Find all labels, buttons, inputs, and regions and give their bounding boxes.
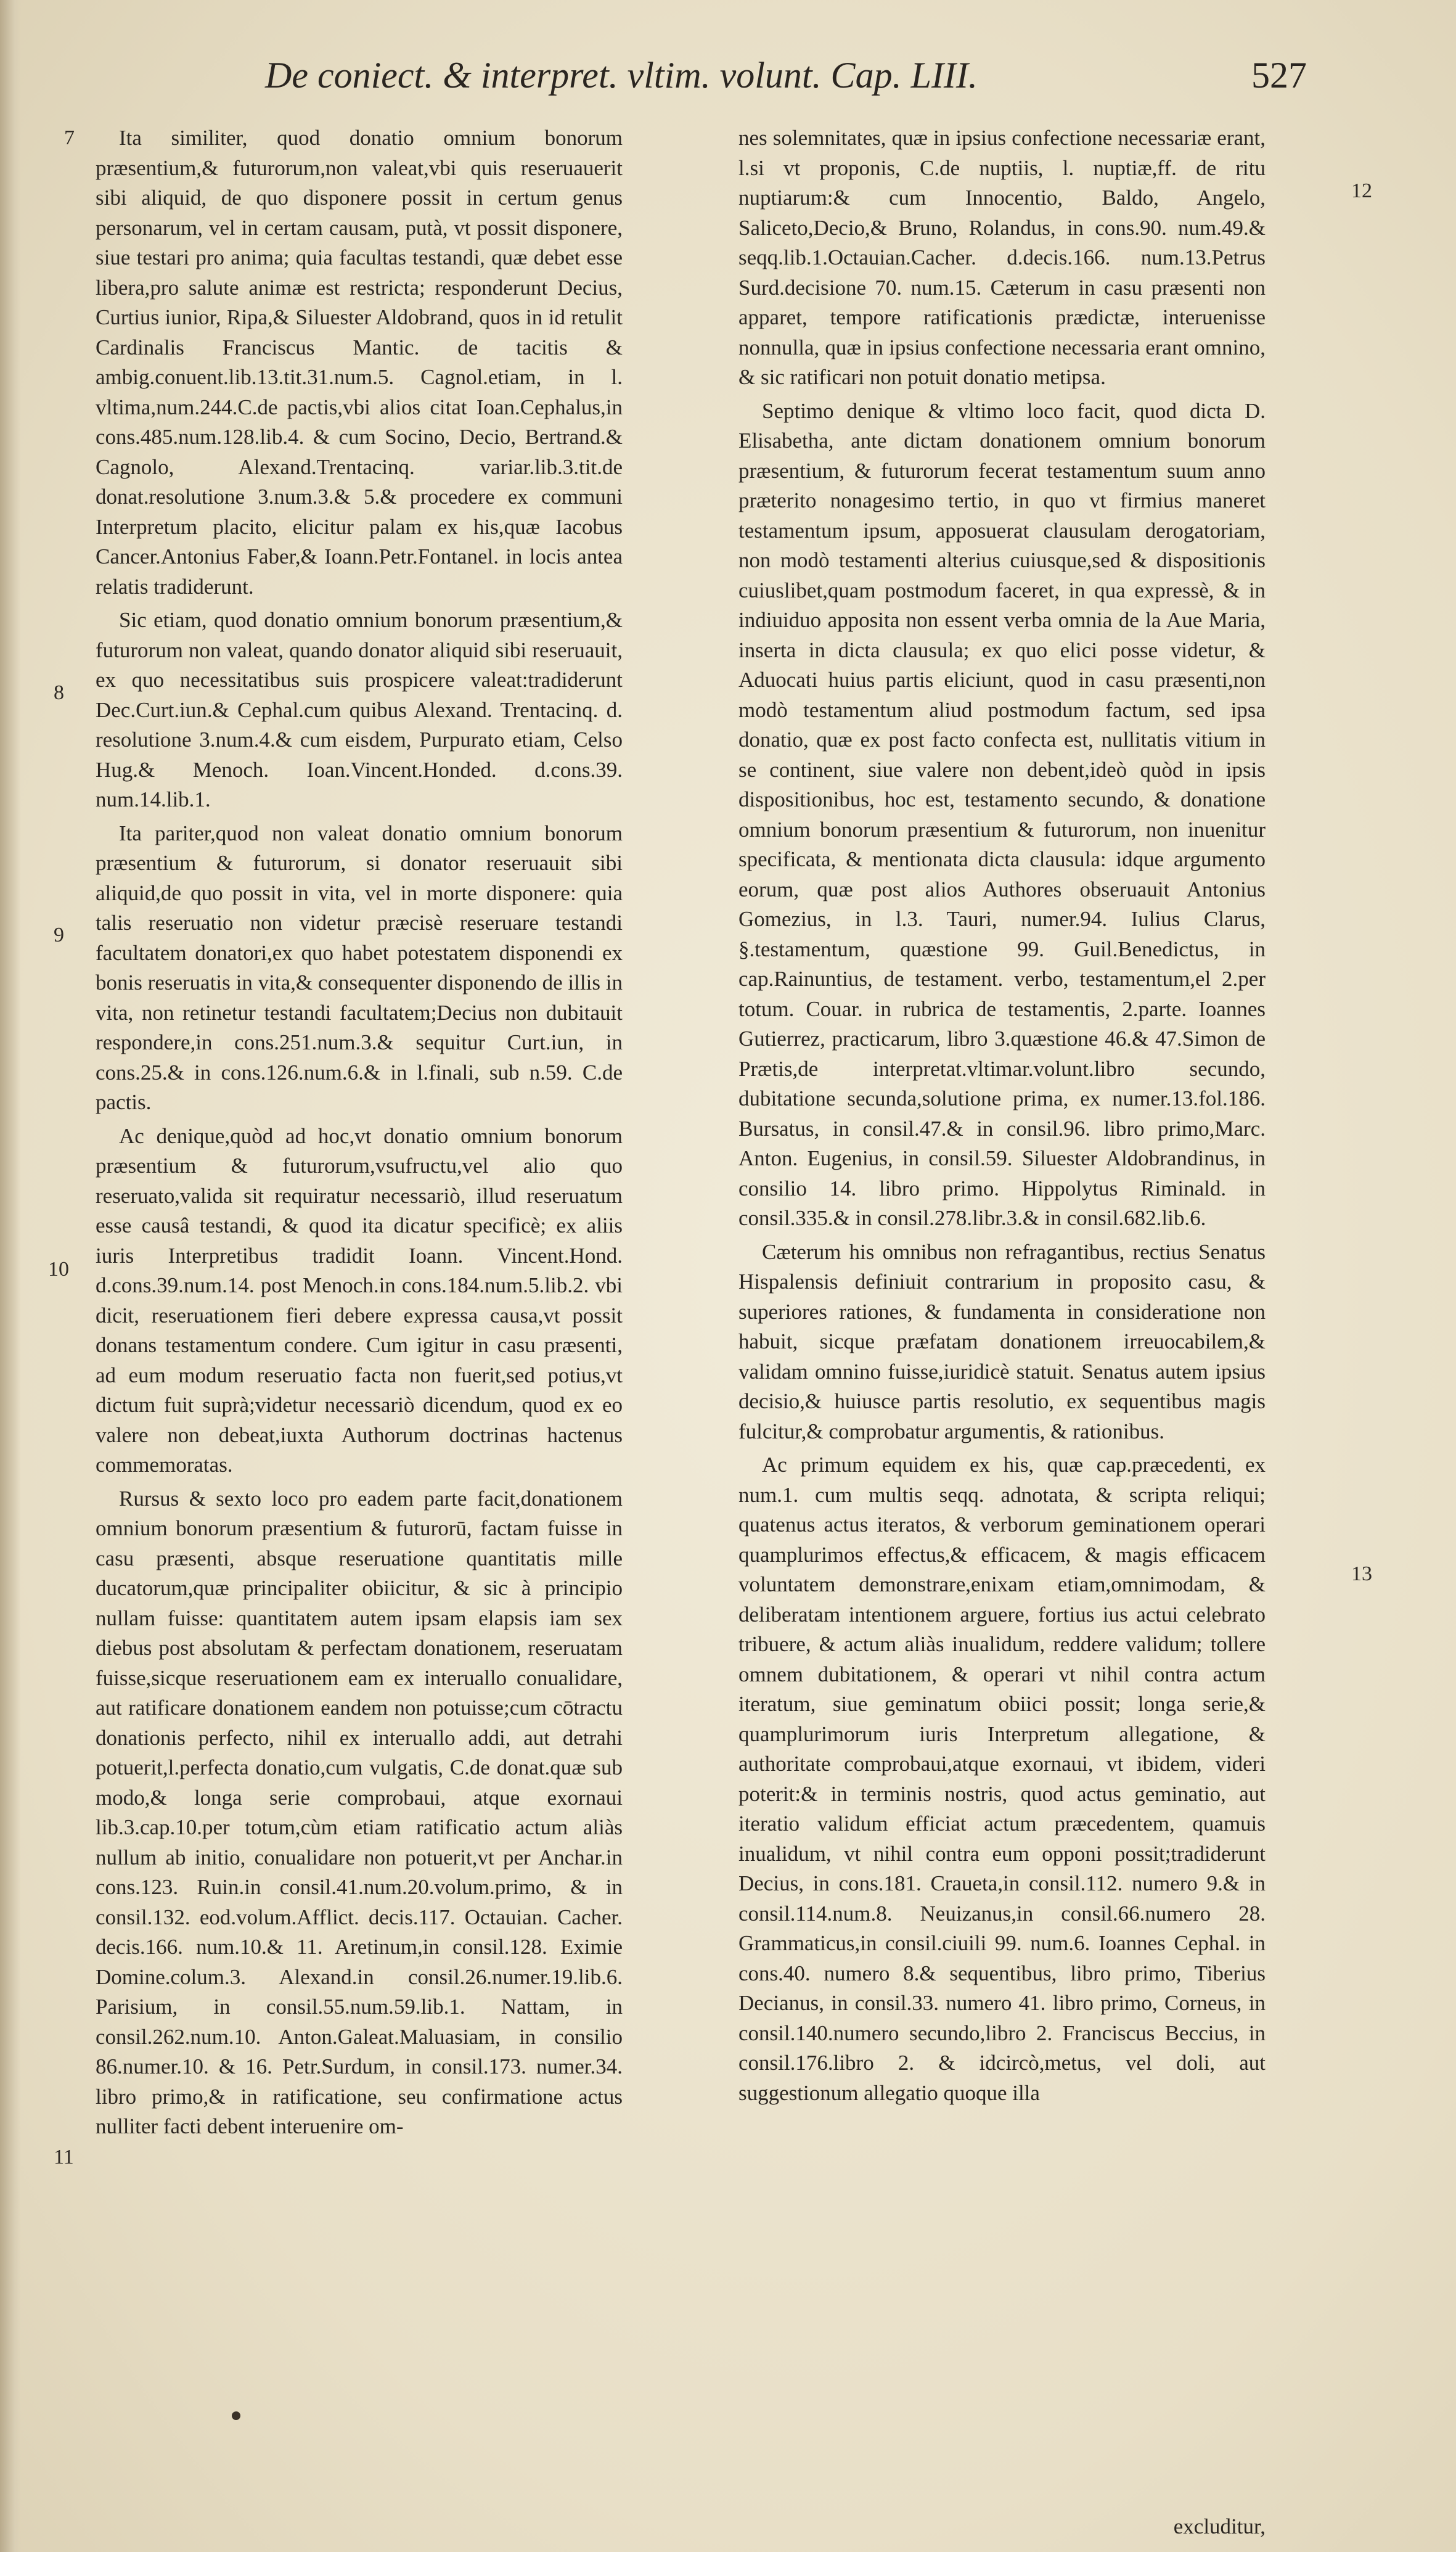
paragraph: nes solemnitates, quæ in ipsius confectione necessariæ erant, l.si vt proponis, C.de nuptiis, l. nuptiæ,ff. de ritu nuptiarum:& cum Innocentio, Baldo, Angelo, Saliceto,Decio,& Bruno, Rolandus, in cons.90. num.49.& seqq.lib.1.Octauian.Cacher. d.decis.166. num.13.Petrus Surd.decisione 70. num.15. Cæterum in casu præsenti non apparet, tempore ratificationis prædictæ, interuenisse nonnulla, quæ in ipsius confectione necessaria erant omnino, & sic ratificari non potuit donatio metipsa. xyxy=(738,126,1266,389)
paragraph: Ita similiter, quod donatio omnium bonorum præsentium,& futurorum,non valeat,vbi quis reseruauerit sibi aliquid, de quo disponere possit in certum genus personarum, vel in certam causam, putà, vt possit disponere, siue testari pro anima; quia facultas testandi, quæ debet esse libera,pro salute animæ est restricta; responderunt Decius, Curtius iunior, Ripa,& Siluester Aldobrand, quos in id retulit Cardinalis Franciscus Mantic. de tacitis & ambig.conuent.lib.13.tit.31.num.5. Cagnol.etiam, in l. vltima,num.244.C.de pactis,vbi alios citat Ioan.Cephalus,in cons.485.num.128.lib.4. & cum Socino, Decio, Bertrand.& Cagnolo, Alexand.Trentacinq. variar.lib.3.tit.de donat.resolutione 3.num.3.& 5.& procedere ex communi Interpretum placito, elicitur palam ex his,quæ Iacobus Cancer.Antonius Faber,& Ioann.Petr.Fontanel. in locis antea relatis tradiderunt. xyxy=(96,126,623,599)
paragraph: Septimo denique & vltimo loco facit, quod dicta D. Elisabetha, ante dictam donationem omnium bonorum præsentium, & futurorum fecerat testamentum suum anno præterito nonagesimo tertio, in quo vt firmius maneret testamentum ipsum, apposuerat clausulam derogatoriam, non modò testamenti alterius cuiusque,sed & dispositionis cuiuslibet,quam postmodum faceret, in qua expressè, & in indiuiduo apposita non essent verba omnia de la Aue Maria, inserta in dicta clausula; ex quo elici posse videtur, & Aduocati huius partis eliciunt, quod in casu præsenti,non modò testamentum aliud postmodum factum, sed ipsa donatio, quæ ex post facto confecta est, nullitatis vitium in se continent, siue valere non debent,ideò quòd in ipsis dispositionibus, hoc est, testamento secundo, & donatione omnium bonorum præsentium & futurorum, non inuenitur specificata, & mentionata dicta clausula: idque argumento eorum, quæ post alios Authores obseruauit Antonius Gomezius, in l.3. Tauri, numer.94. Iulius Clarus, §.testamentum, quæstione 99. Guil.Benedictus, in cap.Rainuntius, de testament. verbo, testamentum,el 2.per totum. Couar. in rubrica de testamentis, 2.parte. Ioannes Gutierrez, practicarum, libro 3.quæstione 46.& 47.Simon de Prætis,de interpretat.vltimar.volunt.libro secundo, dubitatione secunda,solutione prima, ex numer.13.fol.186. Bursatus, in consil.47.& in consil.96. libro primo,Marc. Anton. Eugenius, in consil.59. Siluester Aldobrandinus, in consilio 14. libro primo. Hippolytus Riminald. in consil.335.& in consil.278.libr.3.& in consil.682.lib.6. xyxy=(738,398,1266,1230)
right-column xyxy=(738,123,1266,2108)
margin-number-7: 7 xyxy=(64,126,75,149)
catchword: excluditur, xyxy=(1173,2514,1266,2538)
paragraph: Rursus & sexto loco pro eadem parte facit,donationem omnium bonorum præsentium & futurorū, factam fuisse in casu præsenti, absque reseruatione quantitatis mille ducatorum,quæ principaliter obiicitur, & sic à principio nullam fuisse: quantitatem autem ipsam elapsis iam sex diebus post absolutam & perfectam donationem, reseruatam fuisse,sicque reseruationem eam ex interuallo conualidare, aut ratificare donationem eandem non potuisse;cum cōtractu donationis perfecto, nihil ex interuallo addi, aut detrahi potuerit,l.perfecta donatio,cum vulgatis, C.de donat.quæ sub modo,& longa serie comprobaui, atque exornaui lib.3.cap.10.per totum,cùm etiam ratificatio actum aliàs nullum ab initio, conualidare non potuerit,vt per Anchar.in cons.123. Ruin.in consil.41.num.20.volum.primo, & in consil.132. eod.volum.Afflict. decis.117. Octauian. Cacher. decis.166. num.10.& 11. Aretinum,in consil.128. Eximie Domine.colum.3. Alexand.in consil.26.numer.19.lib.6. Parisium, in consil.55.num.59.lib.1. Nattam, in consil.262.num.10. Anton.Galeat.Maluasiam, in consilio 86.numer.10. & 16. Petr.Surdum, in consil.173. numer.34. libro primo,& in ratificatione, seu confirmatione actus nulliter facti debent interuenire om- xyxy=(96,1486,623,2138)
margin-number-9: 9 xyxy=(54,924,64,946)
margin-number-11: 11 xyxy=(54,2146,74,2168)
ink-spot xyxy=(232,2411,240,2420)
margin-number-10: 10 xyxy=(48,1258,69,1281)
paragraph: Ac denique,quòd ad hoc,vt donatio omnium bonorum præsentium & futurorum,vsufructu,vel alio quo reseruato,valida sit requiratur necessariò, illud reseruatum esse causâ testandi, & quod ita dicatur specificè; ex aliis iuris Interpretibus tradidit Ioann. Vincent.Hond. d.cons.39.num.14. post Menoch.in cons.184.num.5.lib.2. vbi dicit, reseruationem fieri debere expressa causa,vt possit donans testamentum condere. Cum igitur in casu præsenti, ad eum modum reseruatio facta non fuerit,sed potius,vt dictum fuit suprà;videtur necessariò dicendum, quod ex eo valere non debeat,iuxta Authorum doctrinas hactenus commemoratas. xyxy=(96,1123,623,1477)
paragraph: Cæterum his omnibus non refragantibus, rectius Senatus Hispalensis definiuit contrarium in proposito casu, & superiores rationes, & fundamenta in consideratione non habuit, sicque præfatam donationem irreuocabilem,& validam omnino fuisse,iuridicè statuit. Senatus autem ipsius decisio,& huiusce partis resolutio, ex sequentibus magis fulcitur,& comprobatur argumentis, & rationibus. xyxy=(738,1239,1266,1443)
margin-number-12: 12 xyxy=(1351,179,1372,202)
margin-number-13: 13 xyxy=(1351,1562,1372,1585)
paragraph: Ita pariter,quod non valeat donatio omnium bonorum præsentium & futurorum, si donator reseruauit sibi aliquid,de quo possit in vita, vel in morte disponere: quia talis reseruatio non videtur præcisè reseruare testandi facultatem donatori,ex quo habet potestatem disponendi ex bonis reseruatis in vita,& consequenter disponendo de illis in vita, non retinetur testandi facultatem;Decius non dubitauit respondere,in cons.251.num.3.& sequitur Curt.iun, in cons.25.& in cons.126.num.6.& in l.finali, sub n.59. C.de pactis. xyxy=(96,821,623,1114)
running-header xyxy=(265,54,1307,110)
paragraph: Sic etiam, quod donatio omnium bonorum præsentium,& futurorum non valeat, quando donator aliquid sibi reseruauit, ex quo necessitatibus suis prospicere valeat:tradiderunt Dec.Curt.iun.& Cephal.cum quibus Alexand. Trentacinq. d. resolutione 3.num.4.& cum eisdem, Purpurato etiam, Celso Hug.& Menoch. Ioan.Vincent.Honded. d.cons.39. num.14.lib.1. xyxy=(96,608,623,811)
left-column xyxy=(96,123,623,2142)
page-number: 527 xyxy=(1251,55,1307,96)
margin-number-8: 8 xyxy=(54,681,64,704)
running-title: De coniect. & interpret. vltim. volunt. Cap. LIII. xyxy=(265,55,978,96)
binding-gutter xyxy=(0,0,21,2552)
paragraph: Ac primum equidem ex his, quæ cap.præcedenti, ex num.1. cum multis seqq. adnotata, & scripta reliqui; quatenus actus iteratos, & verborum geminationem operari quamplurimos effectus,& efficacem, & magis efficacem voluntatem demonstrare,enixam etiam,omnimodam, & deliberatam intentionem arguere, fortius ius actui celebrato tribuere, & actum aliàs inualidum, reddere validum; tollere omnem dubitationem, & operari vt nihil contra actum iteratum, siue geminatum obiici possit; longa serie,& quamplurimorum iuris Interpretum allegatione, & authoritate comprobaui,atque exornaui, vt ibidem, videri poterit:& in terminis nostris, quod actus geminatio, aut iteratio validum efficiat actum præcedentem, quamuis inualidum, vt nihil contra eum opponi possit;tradiderunt Decius, in cons.181. Craueta,in consil.112. numero 9.& in consil.114.num.8. Neuizanus,in consil.66.numero 28. Grammaticus,in consil.ciuili 99. num.6. Ioannes Cephal. in cons.40. numero 8.& sequentibus, libro primo, Tiberius Decianus, in consil.33. numero 41. libro primo, Corneus, in consil.140.numero secundo,libro 2. Franciscus Beccius, in consil.176.libro 2. & idcircò,metus, vel doli, aut suggestionum allegatio quoque illa xyxy=(738,1453,1266,2105)
